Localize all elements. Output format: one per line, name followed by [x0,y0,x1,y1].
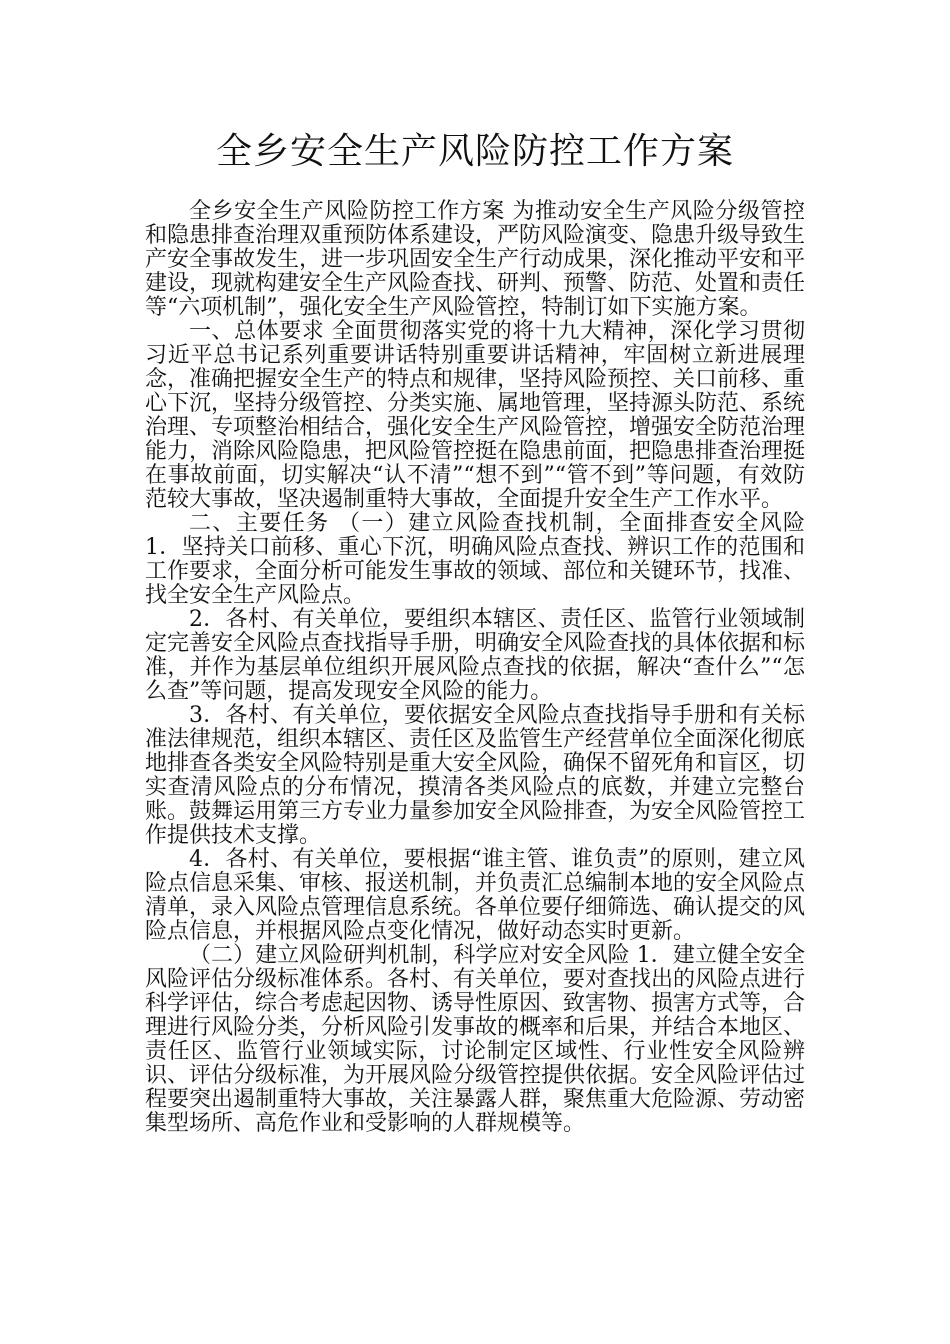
paragraph-general-requirements: 一、总体要求 全面贯彻落实党的将十九大精神，深化学习贯彻习近平总书记系列重要讲话特别重要讲话精神，牢固树立新进展理念，准确把握安全生产的特点和规律，坚持风险预控、关口前移、重心下沉，坚持分级管控、分类实施、属地管理，坚持源头防范、系统治理、专项整治相结合，强化安全生产风险管控，增强安全防范治理能力，消除风险隐患，把风险管控挺在隐患前面，把隐患排查治理挺在事故前面，切实解决“认不清”“想不到”“管不到”等问题，有效防范较大事故，坚决遏制重特大事故，全面提升安全生产工作水平。 [145,319,806,512]
paragraph-item-4: 4．各村、有关单位，要根据“谁主管、谁负责”的原则，建立风险点信息采集、审核、报送机制，并负责汇总编制本地的安全风险点清单，录入风险点管理信息系统。各单位要仔细筛选、确认提交的风险点信息，并根据风险点变化情况，做好动态实时更新。 [145,847,806,944]
paragraph-item-3: 3．各村、有关单位，要依据安全风险点查找指导手册和有关标准法律规范，组织本辖区、责任区及监管生产经营单位全面深化彻底地排查各类安全风险特别是重大安全风险，确保不留死角和盲区，切实查清风险点的分布情况，摸清各类风险点的底数，并建立完整台账。鼓舞运用第三方专业力量参加安全风险排查，为安全风险管控工作提供技术支撑。 [145,703,806,848]
paragraph-main-tasks: 二、主要任务 （一）建立风险查找机制，全面排查安全风险 1．坚持关口前移、重心下沉，明确风险点查找、辨识工作的范围和工作要求，全面分析可能发生事故的领域、部位和关键环节，找准、找全安全生产风险点。 [145,511,806,608]
paragraph-item-2: 2．各村、有关单位，要组织本辖区、责任区、监管行业领域制定完善安全风险点查找指导手册，明确安全风险查找的具体依据和标准，并作为基层单位组织开展风险点查找的依据，解决“查什么”“怎么查”等问题，提高发现安全风险的能力。 [145,607,806,704]
paragraph-intro: 全乡安全生产风险防控工作方案 为推动安全生产风险分级管控和隐患排查治理双重预防体系建设，严防风险演变、隐患升级导致生产安全事故发生，进一步巩固安全生产行动成果，深化推动平安和平建设，现就构建安全生产风险查找、研判、预警、防范、处置和责任等“六项机制”，强化安全生产风险管控，特制订如下实施方案。 [145,199,806,320]
document-title: 全乡安全生产风险防控工作方案 [215,131,734,172]
document-body [145,200,805,1136]
paragraph-risk-assessment: （二）建立风险研判机制，科学应对安全风险 1．建立健全安全风险评估分级标准体系。各村、有关单位，要对查找出的风险点进行科学评估，综合考虑起因物、诱导性原因、致害物、损害方式等，合理进行风险分类，分析风险引发事故的概率和后果，并结合本地区、责任区、监管行业领域实际，讨论制定区域性、行业性安全风险辨识、评估分级标准，为开展风险分级管控提供依据。安全风险评估过程要突出遏制重特大事故，关注暴露人群，聚焦重大危险源、劳动密集型场所、高危作业和受影响的人群规模等。 [145,943,806,1136]
